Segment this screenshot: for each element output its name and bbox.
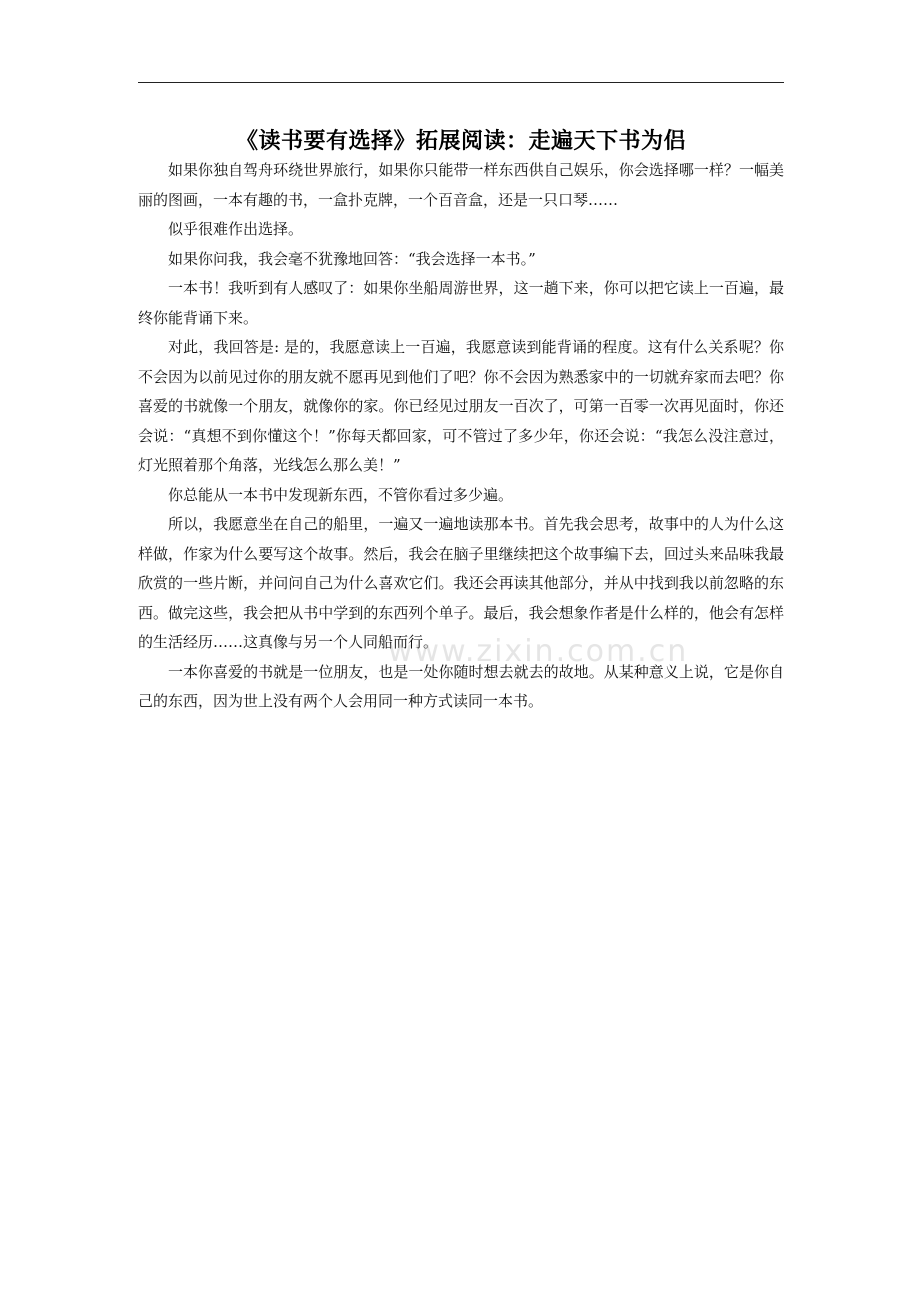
paragraph: 如果你独自驾舟环绕世界旅行，如果你只能带一样东西供自己娱乐，你会选择哪一样？一幅美丽的图画，一本有趣的书，一盒扑克牌，一个百音盒，还是一只口琴…… — [138, 161, 784, 209]
paragraph: 你总能从一本书中发现新东西，不管你看过多少遍。 — [168, 485, 514, 504]
paragraph: 一本书！我听到有人感叹了：如果你坐船周游世界，这一趟下来，你可以把它读上一百遍，最终你能背诵下来。 — [138, 279, 784, 327]
paragraph: 如果你问我，我会毫不犹豫地回答：“我会选择一本书。” — [168, 249, 536, 268]
paragraph: 一本你喜爱的书就是一位朋友，也是一处你随时想去就去的故地。从某种意义上说，它是你自己的东西，因为世上没有两个人会用同一种方式读同一本书。 — [138, 662, 784, 710]
watermark: www.zixin.com.cn — [388, 634, 689, 669]
document-title: 《读书要有选择》拓展阅读：走遍天下书为侣 — [235, 128, 686, 154]
paragraph: 似乎很难作出选择。 — [168, 220, 304, 238]
document-body — [138, 156, 784, 717]
paragraph: 所以，我愿意坐在自己的船里，一遍又一遍地读那本书。首先我会思考，故事中的人为什么这样做，作家为什么要写这个故事。然后，我会在脑子里继续把这个故事编下去，回过头来品味我最欣赏的一些片断，并问问自己为什么喜欢它们。我还会再读其他部分，并从中找到我以前忽略的东西。做完这些，我会把从书中学到的东西列个单子。最后，我会想象作者是什么样的，他会有怎样的生活经历……这真像与另一个人同船而行。 — [138, 515, 784, 651]
header-rule — [138, 82, 784, 83]
paragraph: 对此，我回答是: 是的，我愿意读上一百遍，我愿意读到能背诵的程度。这有什么关系呢？你不会因为以前见过你的朋友就不愿再见到他们了吧？你不会因为熟悉家中的一切就弃家而去吧？你喜爱的书就像一个朋友，就像你的家。你已经见过朋友一百次了，可第一百零一次再见面时，你还会说：“真想不到你懂这个！”你每天都回家，可不管过了多少年，你还会说：“我怎么没注意过，灯光照着那个角落，光线怎么那么美！” — [138, 338, 784, 474]
